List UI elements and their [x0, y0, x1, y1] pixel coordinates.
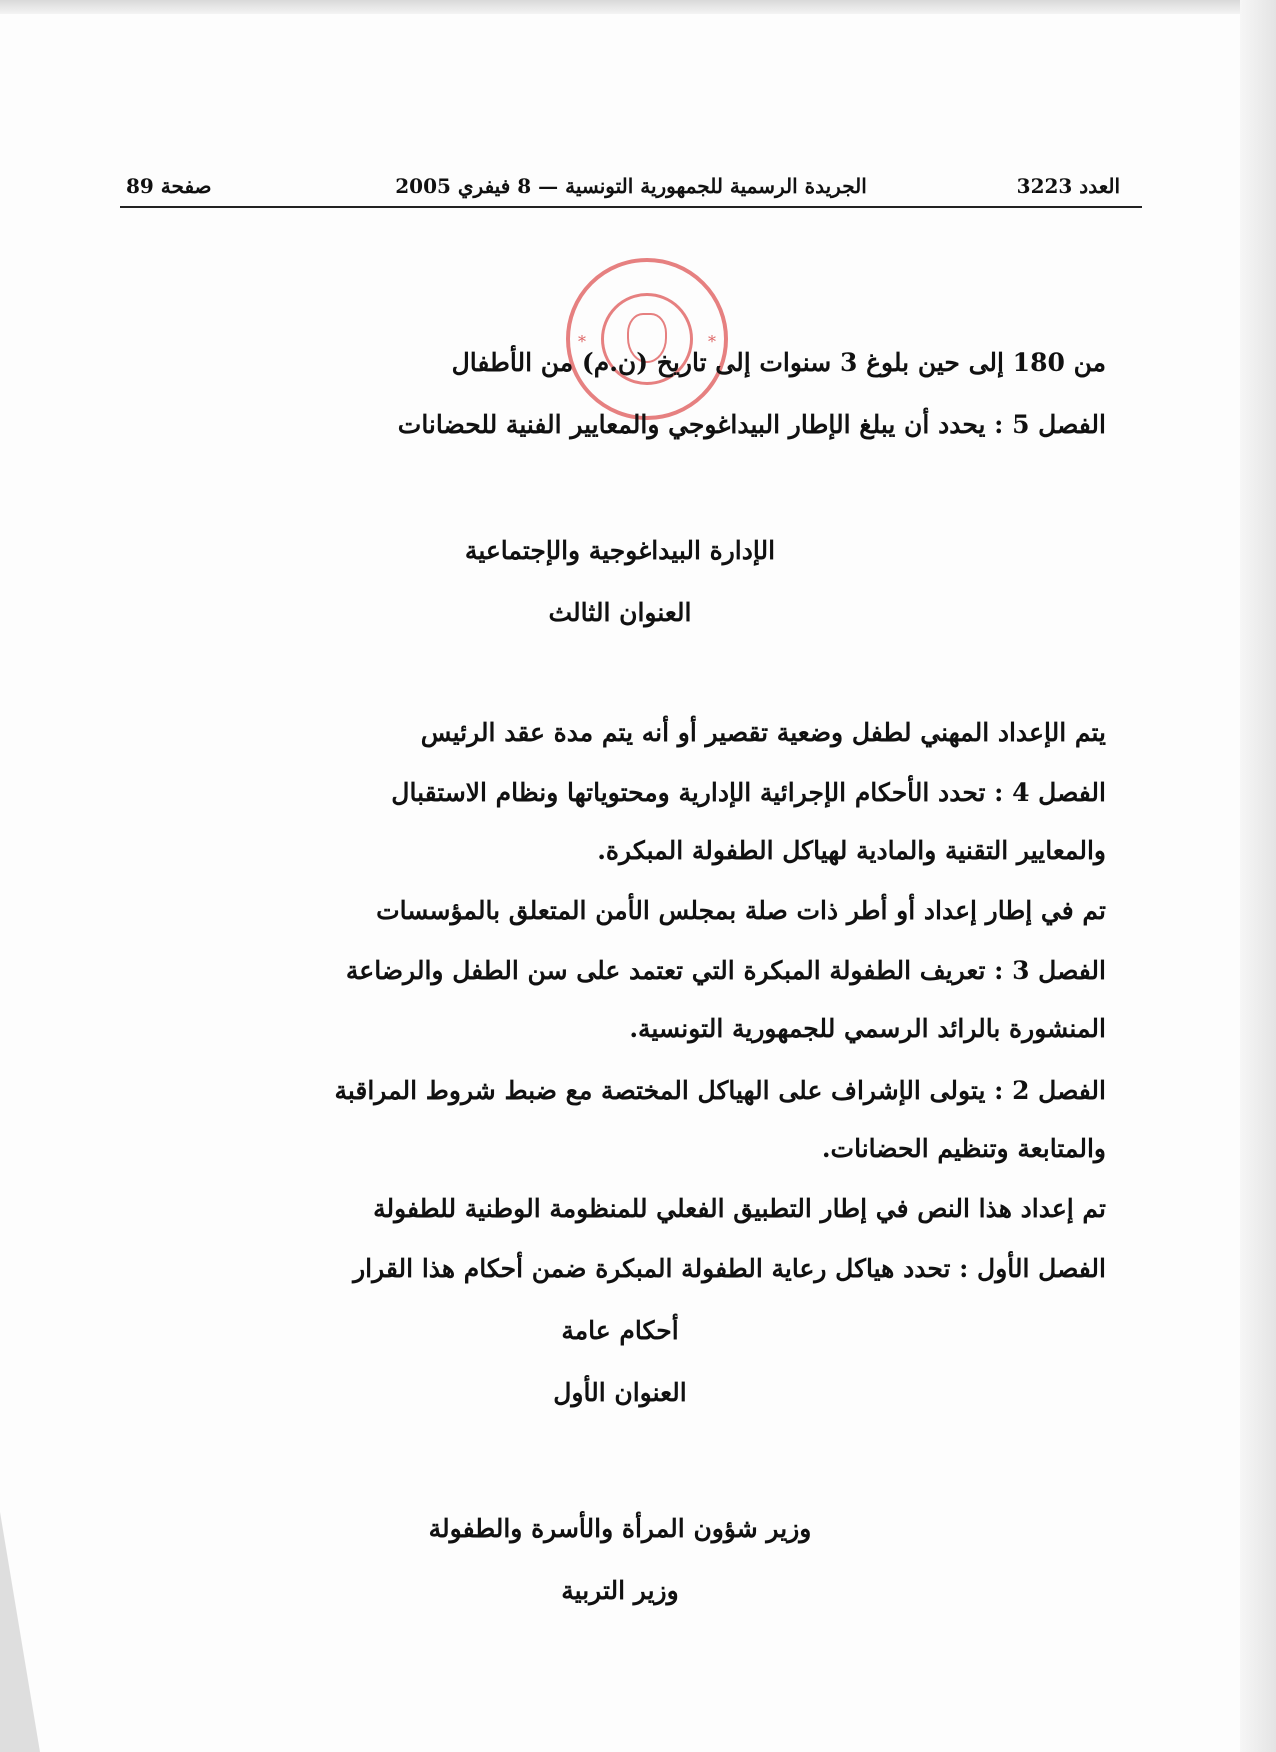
page-right-edge	[1240, 0, 1276, 1752]
page-top-edge	[0, 0, 1276, 14]
section-heading: أحكام عامة	[561, 1316, 679, 1345]
body-line-11: تم إعداد هذا النص في إطار التطبيق الفعلي للمنظومة الوطنية للطفولة	[373, 1194, 1106, 1223]
title-heading: العنوان الثالث	[548, 598, 692, 627]
body-line-12: الفصل الأول : تحدد هياكل رعاية الطفولة المبكرة ضمن أحكام هذا القرار	[353, 1254, 1106, 1283]
body-line-7: الفصل 3 : تعريف الطفولة المبكرة التي تعتمد على سن الطفل والرضاعة	[345, 956, 1106, 985]
header-issue-number: العدد 3223	[1016, 174, 1120, 198]
header-page-number: صفحة 89	[126, 174, 212, 198]
title-heading: العنوان الأول	[553, 1378, 687, 1407]
page-folded-corner	[0, 1512, 40, 1752]
body-line-6: تم في إطار إعداد أو أطر ذات صلة بمجلس الأمن المتعلق بالمؤسسات	[376, 896, 1106, 925]
body-line-4: الفصل 4 : تحدد الأحكام الإجرائية الإدارية ومحتوياتها ونظام الاستقبال	[391, 778, 1106, 807]
body-line-10: والمتابعة وتنظيم الحضانات.	[821, 1134, 1106, 1163]
running-header	[120, 166, 1142, 208]
signatory-title: وزير شؤون المرأة والأسرة والطفولة	[428, 1514, 812, 1543]
body-line-1: من 180 إلى حين بلوغ 3 سنوات إلى تاريخ (ن.م) من الأطفال	[451, 348, 1106, 377]
body-line-8: المنشورة بالرائد الرسمي للجمهورية التونسية.	[629, 1014, 1106, 1043]
official-seal	[566, 258, 728, 420]
header-publication-date: الجريدة الرسمية للجمهورية التونسية — 8 فيفري 2005	[395, 174, 867, 198]
signatory-name: وزير التربية	[561, 1576, 679, 1605]
body-line-5: والمعايير التقنية والمادية لهياكل الطفولة المبكرة.	[597, 836, 1106, 865]
seal-star-icon: *	[578, 332, 586, 351]
body-line-9: الفصل 2 : يتولى الإشراف على الهياكل المختصة مع ضبط شروط المراقبة	[334, 1076, 1106, 1105]
body-line-3: يتم الإعداد المهني لطفل وضعية تقصير أو أنه يتم مدة عقد الرئيس	[420, 718, 1106, 747]
seal-star-icon: *	[708, 332, 716, 351]
section-heading: الإدارة البيداغوجية والإجتماعية	[464, 536, 776, 565]
body-line-2: الفصل 5 : يحدد أن يبلغ الإطار البيداغوجي والمعايير الفنية للحضانات	[397, 410, 1106, 439]
